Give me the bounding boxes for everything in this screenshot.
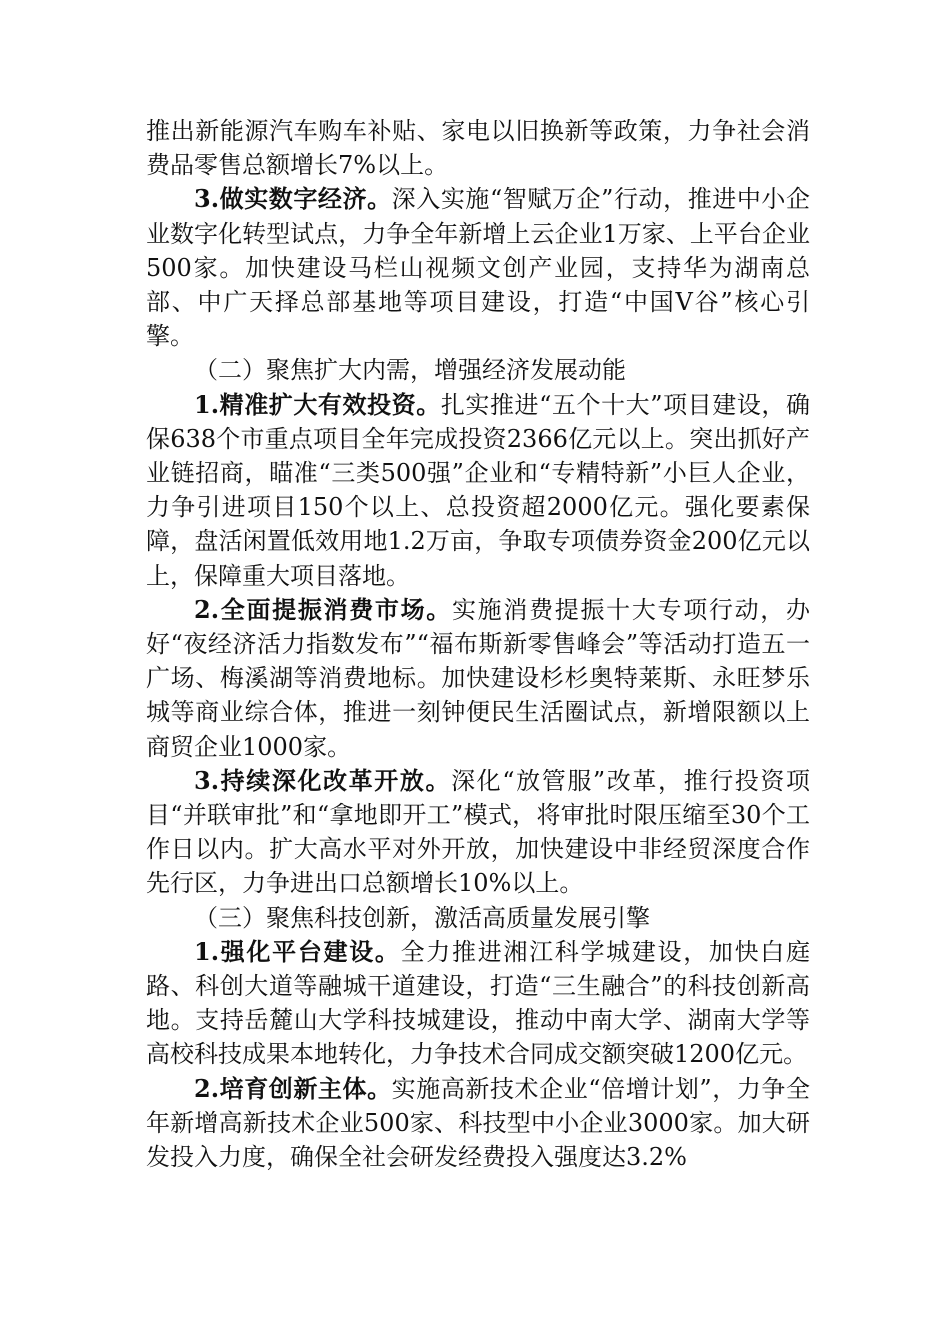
paragraph-text: 深化“放管服”改革，推行投资项目“并联审批”和“拿地即开工”模式，将审批时限压缩至30个工作日以内。扩大高水平对外开放，加快建设中非经贸深度合作先行区，力争进出口总额增长10%以上。 [146,766,810,898]
paragraph-text: 实施消费提振十大专项行动，办好“夜经济活力指数发布”“福布斯新零售峰会”等活动打造五一广场、梅溪湖等消费地标。加快建设杉杉奥特莱斯、永旺梦乐城等商业综合体，推进一刻钟便民生活圈试点，新增限额以上商贸企业1000家。 [146,595,810,761]
section-heading-domestic-demand: （二）聚焦扩大内需，增强经济发展动能 [194,356,626,385]
paragraph-lead-heading: 3.持续深化改革开放。 [194,765,452,795]
paragraph-text: 深入实施“智赋万企”行动，推进中小企业数字化转型试点，力争全年新增上云企业1万家、上平台企业500家。加快建设马栏山视频文创产业园，支持华为湖南总部、中广天择总部基地等项目建设，打造“中国V谷”核心引擎。 [146,185,810,351]
paragraph-lead-heading: 2.全面提振消费市场。 [194,594,452,624]
section-heading-tech-innovation: （三）聚焦科技创新，激活高质量发展引擎 [194,903,650,932]
paragraph-reform-opening [146,764,810,901]
paragraph-consumption-continued [146,114,810,182]
paragraph-text: 扎实推进“五个十大”项目建设，确保638个市重点项目全年完成投资2366亿元以上。突出抓好产业链招商，瞄准“三类500强”企业和“专精特新”小巨人企业，力争引进项目150个以上、总投资超2000亿元。强化要素保障，盘活闲置低效用地1.2万亩，争取专项债券资金200亿元以上，保障重大项目落地。 [146,390,810,590]
paragraph-lead-heading: 1.精准扩大有效投资。 [194,389,441,419]
paragraph-lead-heading: 1.强化平台建设。 [194,936,401,966]
paragraph-innovation-entities [146,1072,810,1175]
paragraph-text: 实施高新技术企业“倍增计划”，力争全年新增高新技术企业500家、科技型中小企业3000家。加大研发投入力度，确保全社会研发经费投入强度达3.2% [146,1074,810,1172]
paragraph-consumer-market [146,593,810,764]
paragraph-text: 全力推进湘江科学城建设，加快白庭路、科创大道等融城干道建设，打造“三生融合”的科技创新高地。支持岳麓山大学科技城建设，推动中南大学、湖南大学等高校科技成果本地转化，力争技术合同成交额突破1200亿元。 [146,937,811,1069]
paragraph-platform-building [146,935,810,1072]
paragraph-digital-economy [146,182,810,353]
paragraph-text: 推出新能源汽车购车补贴、家电以旧换新等政策，力争社会消费品零售总额增长7%以上。 [146,117,810,180]
document-body [146,114,810,1174]
paragraph-lead-heading: 2.培育创新主体。 [194,1073,392,1103]
paragraph-effective-investment [146,388,810,593]
paragraph-lead-heading: 3.做实数字经济。 [194,184,392,214]
